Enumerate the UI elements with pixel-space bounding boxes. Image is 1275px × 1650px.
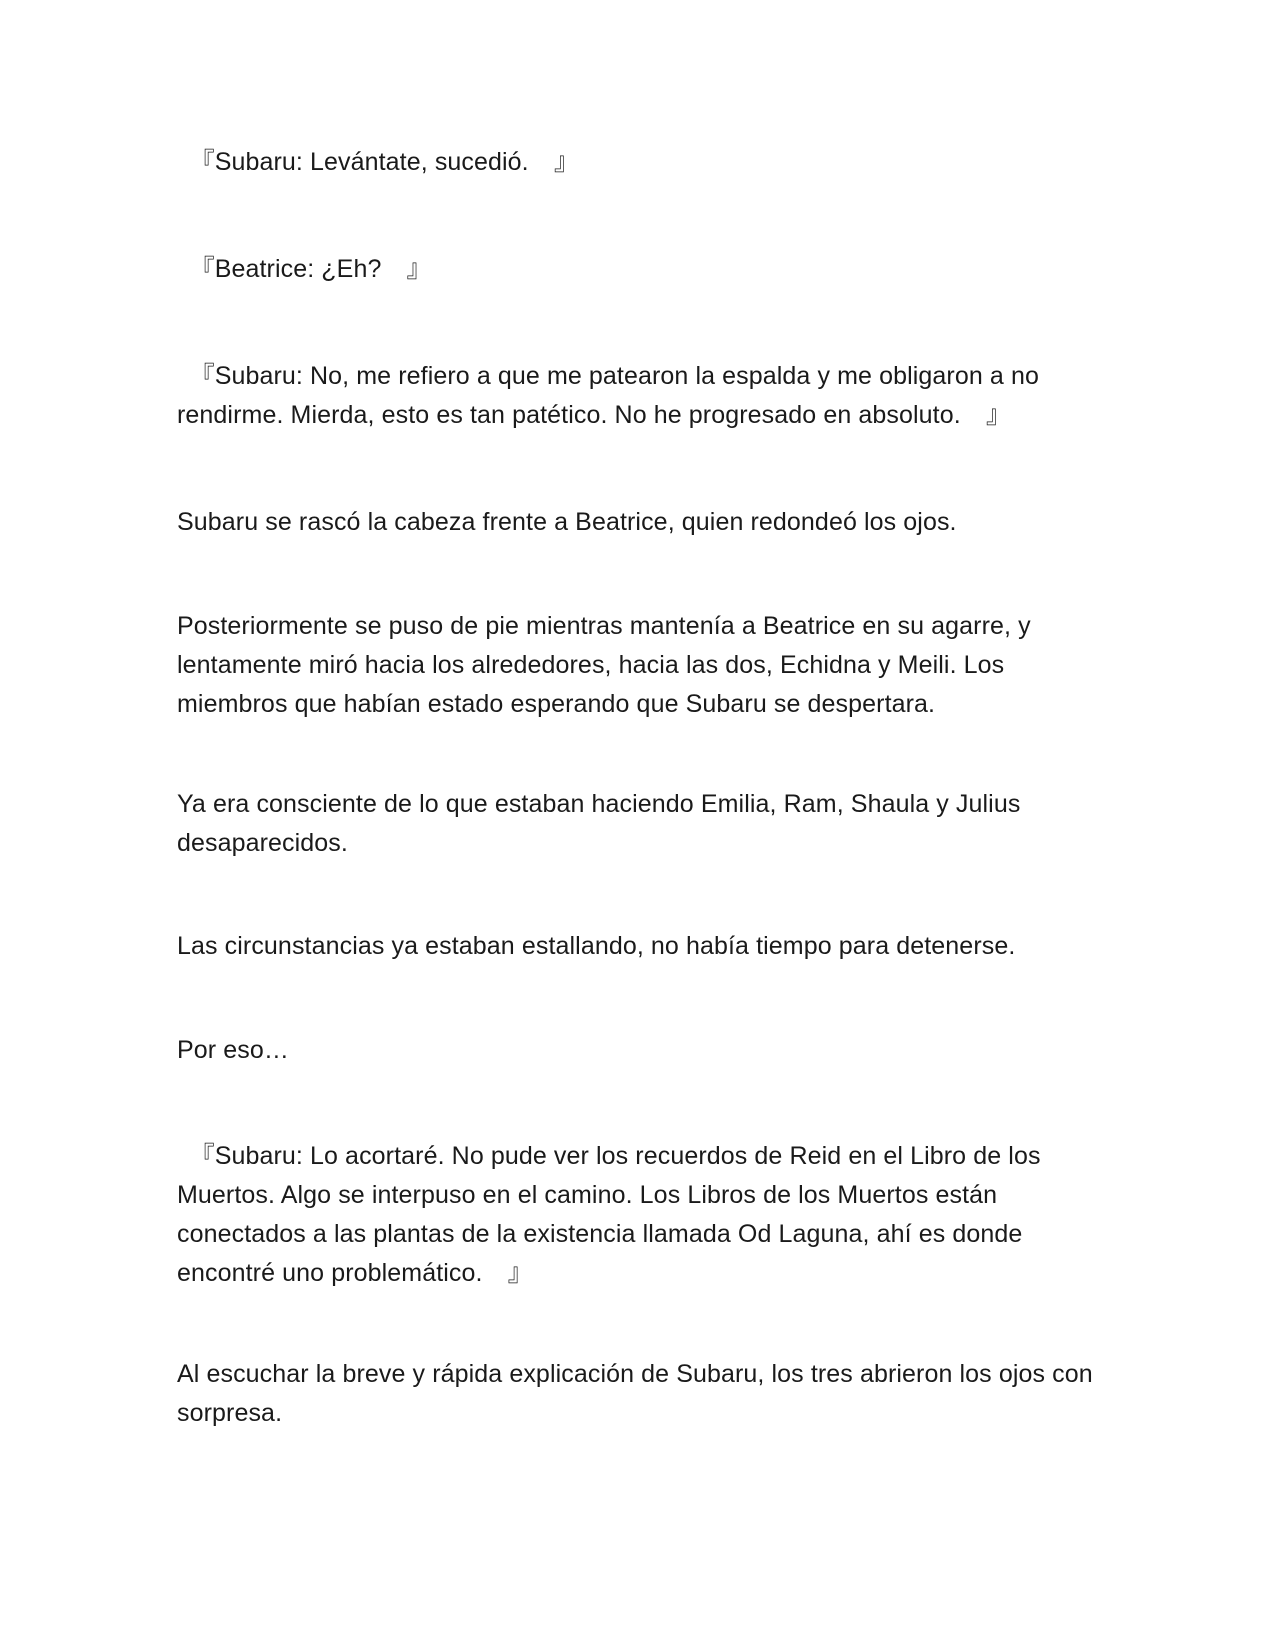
narration-paragraph: Ya era consciente de lo que estaban haciendo Emilia, Ram, Shaula y Julius desaparecidos. [177, 790, 1021, 857]
narration-paragraph: Al escuchar la breve y rápida explicación de Subaru, los tres abrieron los ojos con sorpresa. [177, 1360, 1093, 1427]
dialogue-paragraph: 『Subaru: Lo acortaré. No pude ver los recuerdos de Reid en el Libro de los Muertos. Algo se interpuso en el camino. Los Libros de los Muertos están conectados a las plantas de la existencia llamada Od Laguna, ahí es donde encontré uno problemático. 』 [177, 1142, 1048, 1287]
dialogue-paragraph: 『Beatrice: ¿Eh? 』 [177, 255, 432, 283]
dialogue-paragraph: 『Subaru: No, me refiero a que me patearon la espalda y me obligaron a no rendirme. Mierda, esto es tan patético. No he progresado en absoluto. 』 [177, 362, 1047, 429]
dialogue-paragraph: 『Subaru: Levántate, sucedió. 』 [177, 148, 579, 176]
narration-paragraph: Posteriormente se puso de pie mientras mantenía a Beatrice en su agarre, y lentamente miró hacia los alrededores, hacia las dos, Echidna y Meili. Los miembros que habían estado esperando que Subaru se despertara. [177, 612, 1031, 718]
narration-paragraph: Por eso… [177, 1036, 289, 1064]
narration-paragraph: Las circunstancias ya estaban estallando, no había tiempo para detenerse. [177, 932, 1016, 960]
narration-paragraph: Subaru se rascó la cabeza frente a Beatrice, quien redondeó los ojos. [177, 508, 957, 536]
